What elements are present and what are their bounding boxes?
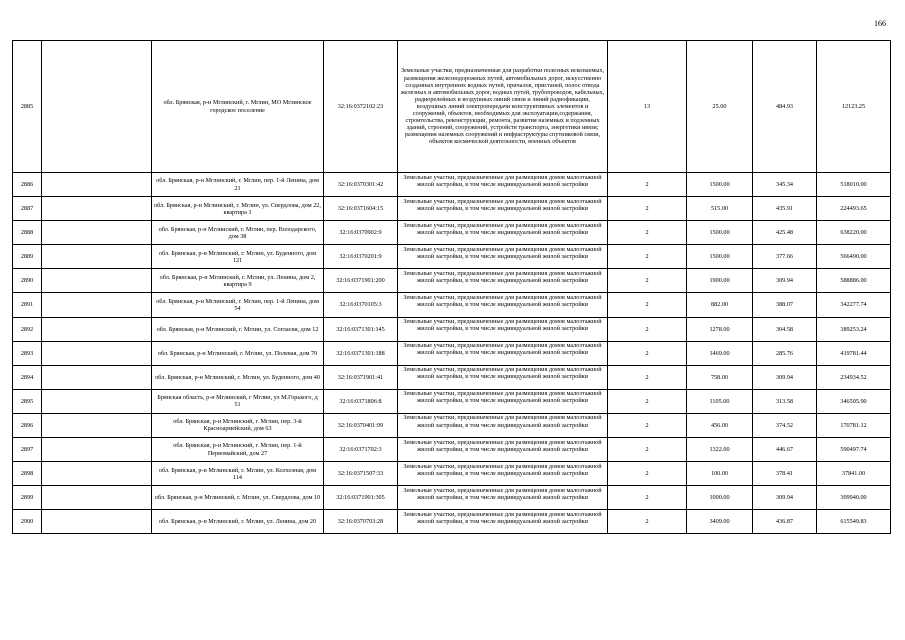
row-number-cell: 2896: [13, 413, 42, 437]
blank-cell: [42, 317, 152, 341]
blank-cell: [42, 245, 152, 269]
row-number-cell: 2892: [13, 317, 42, 341]
area-cell: 515.00: [687, 197, 753, 221]
blank-cell: [42, 486, 152, 510]
area-cell: 3409.00: [687, 510, 753, 534]
land-use-text: Земельные участки, предназначенные для размещения домов малоэтажной жилой застройки, в том числе индивидуальной жилой застройки: [403, 197, 602, 212]
area-cell: 1105.00: [687, 389, 753, 413]
specific-value-cell: 435.91: [753, 197, 817, 221]
use-code-cell: 13: [608, 41, 687, 173]
land-use-cell: [398, 365, 608, 389]
land-use-text: Земельные участки, предназначенные для размещения домов малоэтажной жилой застройки, в том числе индивидуальной жилой застройки: [403, 438, 602, 453]
address-cell: обл. Брянская, р-н Мглинский, г. Мглин, пер. 3-й Красноармейский, дом 63: [152, 413, 324, 437]
land-use-cell: [398, 317, 608, 341]
specific-value-cell: 345.34: [753, 173, 817, 197]
use-code-cell: 2: [608, 462, 687, 486]
table-row: [13, 438, 891, 462]
land-use-cell: [398, 510, 608, 534]
area-cell: 1900.00: [687, 269, 753, 293]
cadastral-number-cell: 32:16:0371901:305: [324, 486, 398, 510]
cadastral-value-cell: 389253.24: [817, 317, 891, 341]
address-cell: обл. Брянская, р-н Мглинский, г. Мглин, ул. Ленина, дом 2, квартира 9: [152, 269, 324, 293]
blank-cell: [42, 413, 152, 437]
land-use-text: Земельные участки, предназначенные для размещения домов малоэтажной жилой застройки, в том числе индивидуальной жилой застройки: [403, 173, 602, 188]
land-use-text: Земельные участки, предназначенные для размещения домов малоэтажной жилой застройки, в том числе индивидуальной жилой застройки: [403, 269, 602, 285]
cadastral-number-cell: 32:16:0371507:33: [324, 462, 398, 486]
land-use-cell: [398, 245, 608, 269]
address-cell: обл. Брянская, р-н Мглинский, г. Мглин, пер. 1-й Ленина, дом 54: [152, 293, 324, 317]
area-cell: 758.00: [687, 365, 753, 389]
use-code-cell: 2: [608, 486, 687, 510]
address-cell: обл. Брянская, р-н Мглинский, г. Мглин, ул. Свердлова, дом 22, квартира 1: [152, 197, 324, 221]
table-row: [13, 510, 891, 534]
page-number: 166: [874, 19, 886, 28]
blank-cell: [42, 389, 152, 413]
table-row: [13, 293, 891, 317]
area-cell: 456.00: [687, 413, 753, 437]
address-cell: обл. Брянская, р-н Мглинский, г. Мглин, ул. Колхозная, дом 114: [152, 462, 324, 486]
area-cell: 882.00: [687, 293, 753, 317]
blank-cell: [42, 269, 152, 293]
specific-value-cell: 309.94: [753, 486, 817, 510]
specific-value-cell: 309.94: [753, 365, 817, 389]
row-number-cell: 2895: [13, 389, 42, 413]
land-use-cell: [398, 413, 608, 437]
address-cell: обл. Брянская, р-н Мглинский, г. Мглин, пер. Володарского, дом 38: [152, 221, 324, 245]
land-registry-table: [12, 40, 891, 534]
land-use-cell: [398, 173, 608, 197]
row-number-cell: 2887: [13, 197, 42, 221]
land-use-cell: [398, 41, 608, 173]
row-number-cell: 2889: [13, 245, 42, 269]
row-number-cell: 2900: [13, 510, 42, 534]
land-use-text: Земельные участки, предназначенные для размещения домов малоэтажной жилой застройки, в том числе индивидуальной жилой застройки: [403, 366, 602, 381]
table-row: [13, 245, 891, 269]
specific-value-cell: 304.58: [753, 317, 817, 341]
land-use-cell: [398, 221, 608, 245]
blank-cell: [42, 341, 152, 365]
blank-cell: [42, 173, 152, 197]
blank-cell: [42, 462, 152, 486]
specific-value-cell: 313.58: [753, 389, 817, 413]
table-body: [13, 41, 891, 534]
land-use-text: Земельные участки, предназначенные для размещения домов малоэтажной жилой застройки, в том числе индивидуальной жилой застройки: [403, 221, 602, 236]
table-row: [13, 413, 891, 437]
specific-value-cell: 388.07: [753, 293, 817, 317]
address-cell: обл. Брянская, р-н Мглинский, г. Мглин, ул. Полевая, дом 70: [152, 341, 324, 365]
use-code-cell: 2: [608, 438, 687, 462]
specific-value-cell: 285.76: [753, 341, 817, 365]
row-number-cell: 2899: [13, 486, 42, 510]
cadastral-number-cell: 32:16:0371301:188: [324, 341, 398, 365]
land-use-cell: [398, 389, 608, 413]
cadastral-value-cell: 588886.00: [817, 269, 891, 293]
cadastral-value-cell: 342277.74: [817, 293, 891, 317]
cadastral-value-cell: 224493.65: [817, 197, 891, 221]
specific-value-cell: 377.66: [753, 245, 817, 269]
cadastral-number-cell: 32:16:0372102:23: [324, 41, 398, 173]
specific-value-cell: 309.94: [753, 269, 817, 293]
land-use-text: Земельные участки, предназначенные для размещения домов малоэтажной жилой застройки, в том числе индивидуальной жилой застройки: [403, 486, 602, 501]
blank-cell: [42, 293, 152, 317]
use-code-cell: 2: [608, 365, 687, 389]
row-number-cell: 2888: [13, 221, 42, 245]
row-number-cell: 2894: [13, 365, 42, 389]
row-number-cell: 2886: [13, 173, 42, 197]
cadastral-value-cell: 309940.00: [817, 486, 891, 510]
table-row: [13, 197, 891, 221]
use-code-cell: 2: [608, 245, 687, 269]
area-cell: 1000.00: [687, 486, 753, 510]
table-row: [13, 365, 891, 389]
land-use-text: Земельные участки, предназначенные для размещения домов малоэтажной жилой застройки, в том числе индивидуальной жилой застройки: [403, 510, 602, 525]
cadastral-value-cell: 346505.90: [817, 389, 891, 413]
cadastral-value-cell: 566490.00: [817, 245, 891, 269]
area-cell: 100.00: [687, 462, 753, 486]
land-use-text: Земельные участки, предназначенные для размещения домов малоэтажной жилой застройки, в том числе индивидуальной жилой застройки: [403, 318, 602, 333]
row-number-cell: 2898: [13, 462, 42, 486]
specific-value-cell: 378.41: [753, 462, 817, 486]
land-use-cell: [398, 486, 608, 510]
row-number-cell: 2893: [13, 341, 42, 365]
use-code-cell: 2: [608, 413, 687, 437]
specific-value-cell: 446.67: [753, 438, 817, 462]
table-row: [13, 317, 891, 341]
address-cell: обл. Брянская, р-н Мглинский, г. Мглин, ул. Свердлова, дом 10: [152, 486, 324, 510]
cadastral-number-cell: 32:16:0370105:3: [324, 293, 398, 317]
cadastral-number-cell: 32:16:0370401:99: [324, 413, 398, 437]
table-row: [13, 269, 891, 293]
table-row: [13, 389, 891, 413]
address-cell: обл. Брянская, р-н Мглинский, г. Мглин, ул. Согласия, дом 12: [152, 317, 324, 341]
cadastral-value-cell: 234934.52: [817, 365, 891, 389]
cadastral-number-cell: 32:16:0371806:8: [324, 389, 398, 413]
specific-value-cell: 425.48: [753, 221, 817, 245]
address-cell: обл. Брянская, р-н Мглинский, г. Мглин, пер. 1-й Первомайский, дом 27: [152, 438, 324, 462]
cadastral-number-cell: 32:16:0371604:15: [324, 197, 398, 221]
land-use-cell: [398, 341, 608, 365]
use-code-cell: 2: [608, 389, 687, 413]
land-use-text: Земельные участки, предназначенные для разработки полезных ископаемых, размещения железнодорожных путей, автомобильных дорог, искусственно созданных внутренних водных путей, причалов, пристаней, полос отвода железных и автомобильных дорог, водных путей, трубопроводов, кабельных, радиорелейных и воздушных линий связи и линий радиофикации, воздушных линий электропередачи конструктивных элементов и сооружений, объектов, необходимых для эксплуатации,содержания, строительства, реконструкции, ремонта, развития наземных и подземных зданий, строений, сооружений, устройств транспорта, энергетики ивязи; размещения наземных сооружений и инфраструктуры спутниковой связи, объектов космической деятельности, военных объектов: [400, 67, 605, 146]
address-cell: обл. Брянская, р-н Мглинский, г. Мглин, ул. Ленина, дом 20: [152, 510, 324, 534]
use-code-cell: 2: [608, 293, 687, 317]
cadastral-number-cell: 32:16:0370201:9: [324, 245, 398, 269]
cadastral-value-cell: 615549.83: [817, 510, 891, 534]
blank-cell: [42, 221, 152, 245]
table-row: [13, 486, 891, 510]
area-cell: 1500.00: [687, 245, 753, 269]
row-number-cell: 2890: [13, 269, 42, 293]
address-cell: обл. Брянская, р-н Мглинский, г. Мглин, пер. 1-й Ленина, дом 21: [152, 173, 324, 197]
area-cell: 25.00: [687, 41, 753, 173]
cadastral-value-cell: 419781.44: [817, 341, 891, 365]
land-use-cell: [398, 438, 608, 462]
area-cell: 1278.00: [687, 317, 753, 341]
blank-cell: [42, 438, 152, 462]
land-use-cell: [398, 462, 608, 486]
row-number-cell: 2885: [13, 41, 42, 173]
cadastral-value-cell: 12123.25: [817, 41, 891, 173]
use-code-cell: 2: [608, 510, 687, 534]
cadastral-value-cell: 37841.00: [817, 462, 891, 486]
use-code-cell: 2: [608, 269, 687, 293]
cadastral-value-cell: 170781.12: [817, 413, 891, 437]
land-use-text: Земельные участки, предназначенные для размещения домов малоэтажной жилой застройки, в том числе индивидуальной жилой застройки: [403, 294, 602, 309]
cadastral-number-cell: 32:16:0370301:42: [324, 173, 398, 197]
cadastral-value-cell: 518010.00: [817, 173, 891, 197]
area-cell: 1469.00: [687, 341, 753, 365]
address-cell: обл. Брянская, р-н Мглинский, г. Мглин, ул. Буденного, дом 121: [152, 245, 324, 269]
address-cell: Брянская область, р-н Мглинский, г Мглин, ул М.Горького, д 51: [152, 389, 324, 413]
address-cell: обл. Брянская, р-н Мглинский, г. Мглин, ул. Буденного, дом 40: [152, 365, 324, 389]
row-number-cell: 2897: [13, 438, 42, 462]
land-use-cell: [398, 269, 608, 293]
cadastral-value-cell: 638220.00: [817, 221, 891, 245]
cadastral-number-cell: 32:16:0371901:41: [324, 365, 398, 389]
land-use-cell: [398, 293, 608, 317]
area-cell: 1500.00: [687, 221, 753, 245]
specific-value-cell: 484.93: [753, 41, 817, 173]
address-cell: обл. Брянская, р-н Мглинский, г. Мглин, МО Мглинское городское поселение: [152, 41, 324, 173]
specific-value-cell: 374.52: [753, 413, 817, 437]
cadastral-number-cell: 32:16:0370703:28: [324, 510, 398, 534]
land-use-text: Земельные участки, предназначенные для размещения домов малоэтажной жилой застройки, в том числе индивидуальной жилой застройки: [403, 342, 602, 357]
table-row: [13, 462, 891, 486]
use-code-cell: 2: [608, 317, 687, 341]
use-code-cell: 2: [608, 173, 687, 197]
table-row: [13, 173, 891, 197]
area-cell: 1500.00: [687, 173, 753, 197]
use-code-cell: 2: [608, 221, 687, 245]
table-row: [13, 221, 891, 245]
land-use-text: Земельные участки, предназначенные для размещения домов малоэтажной жилой застройки, в том числе индивидуальной жилой застройки: [403, 245, 602, 260]
land-use-text: Земельные участки, предназначенные для размещения домов малоэтажной жилой застройки, в том числе индивидуальной жилой застройки: [403, 390, 602, 405]
blank-cell: [42, 510, 152, 534]
use-code-cell: 2: [608, 197, 687, 221]
blank-cell: [42, 197, 152, 221]
table-row: [13, 41, 891, 173]
use-code-cell: 2: [608, 341, 687, 365]
area-cell: 1322.00: [687, 438, 753, 462]
land-use-text: Земельные участки, предназначенные для размещения домов малоэтажной жилой застройки, в том числе индивидуальной жилой застройки: [403, 462, 602, 477]
cadastral-number-cell: 32:16:0371702:3: [324, 438, 398, 462]
table-row: [13, 341, 891, 365]
cadastral-number-cell: 32:16:0370902:9: [324, 221, 398, 245]
cadastral-number-cell: 32:16:0371301:145: [324, 317, 398, 341]
cadastral-number-cell: 32:16:0371901:200: [324, 269, 398, 293]
cadastral-value-cell: 590497.74: [817, 438, 891, 462]
row-number-cell: 2891: [13, 293, 42, 317]
land-use-cell: [398, 197, 608, 221]
specific-value-cell: 436.87: [753, 510, 817, 534]
blank-cell: [42, 41, 152, 173]
land-use-text: Земельные участки, предназначенные для размещения домов малоэтажной жилой застройки, в том числе индивидуальной жилой застройки: [403, 414, 602, 429]
blank-cell: [42, 365, 152, 389]
